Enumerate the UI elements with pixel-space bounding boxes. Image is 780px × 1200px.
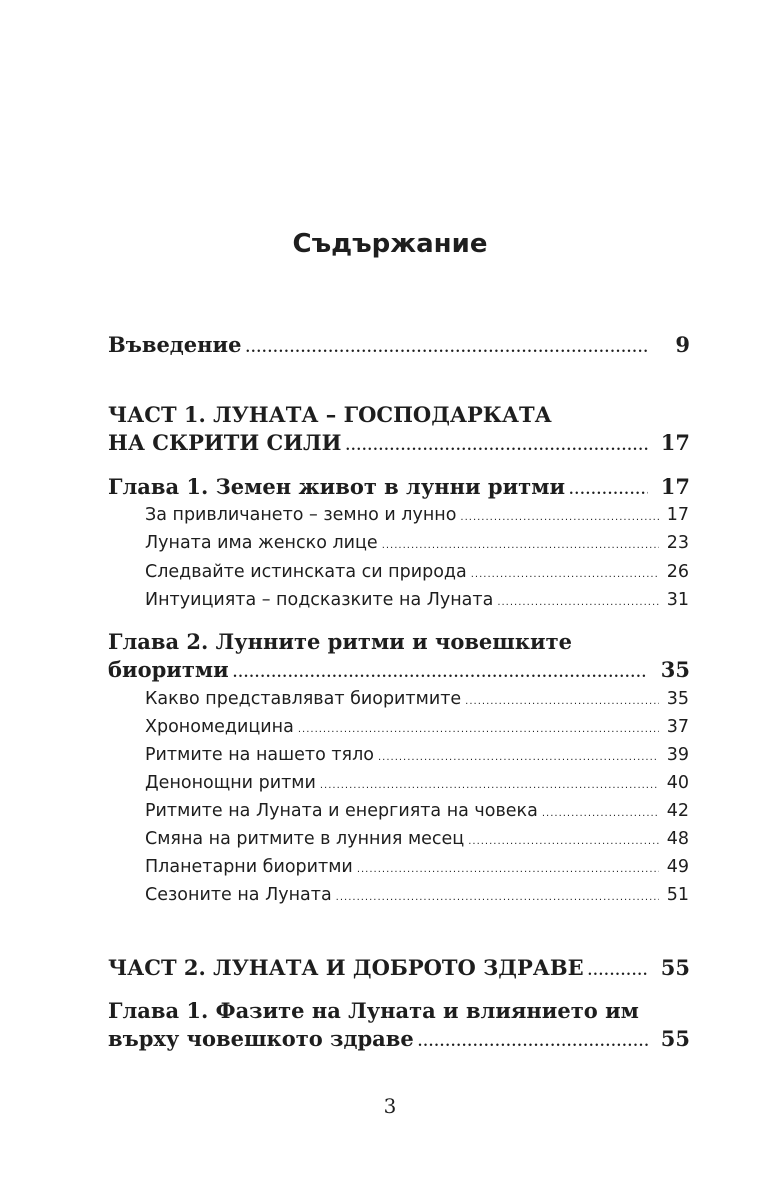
- toc-section-item: [145, 770, 689, 799]
- leader-dots: [588, 957, 648, 987]
- leader-dots: [345, 432, 648, 462]
- toc-section-page: 49: [666, 857, 689, 877]
- toc-section-item: [145, 530, 689, 559]
- leader-dots: [336, 885, 659, 911]
- leader-dots: [378, 745, 659, 771]
- toc-entry-page: 9: [675, 332, 690, 357]
- toc-section-page: 23: [666, 533, 689, 553]
- leader-dots: [418, 1028, 648, 1058]
- toc-section-label: Хрономедицина: [145, 717, 294, 737]
- toc-entry-label: ЧАСТ 2. ЛУНАТА И ДОБРОТО ЗДРАВЕ: [108, 955, 584, 980]
- toc-entry-page: 17: [660, 430, 690, 455]
- leader-dots: [460, 505, 659, 531]
- toc-section-label: Ритмите на нашето тяло: [145, 745, 374, 765]
- page-number: 3: [383, 1094, 397, 1118]
- toc-entry-page: 55: [660, 955, 690, 980]
- toc-section-item: [145, 826, 689, 855]
- toc-section-page: 31: [666, 590, 689, 610]
- toc-section-label: Интуицията – подсказките на Луната: [145, 590, 494, 610]
- toc-section-label: За привличането – земно и лунно: [145, 505, 457, 525]
- leader-dots: [298, 717, 659, 743]
- toc-entry-page: 35: [660, 657, 690, 682]
- toc-section-item: [145, 587, 689, 616]
- toc-entry-page: 17: [660, 474, 690, 499]
- toc-entry-part1-chapter2: [108, 655, 690, 689]
- toc-part1-title-line1: ЧАСТ 1. ЛУНАТА – ГОСПОДАРКАТА: [108, 402, 552, 427]
- toc-entry-introduction: [108, 330, 690, 364]
- toc-section-item: [145, 559, 689, 588]
- toc-part2-chapter1-title-line1: Глава 1. Фазите на Луната и влиянието им: [108, 998, 639, 1023]
- toc-section-page: 26: [666, 562, 689, 582]
- toc-entry-label: биоритми: [108, 657, 229, 682]
- toc-entry-label: НА СКРИТИ СИЛИ: [108, 430, 342, 455]
- toc-section-page: 40: [666, 773, 689, 793]
- toc-entry-part1: [108, 428, 690, 462]
- toc-section-item: [145, 686, 689, 715]
- leader-dots: [357, 857, 659, 883]
- leader-dots: [471, 562, 659, 588]
- leader-dots: [320, 773, 659, 799]
- toc-section-page: 42: [666, 801, 689, 821]
- leader-dots: [542, 801, 659, 827]
- toc-section-item: [145, 798, 689, 827]
- toc-section-label: Какво представляват биоритмите: [145, 689, 462, 709]
- toc-section-item: [145, 854, 689, 883]
- toc-section-item: [145, 882, 689, 911]
- toc-section-page: 48: [666, 829, 689, 849]
- toc-section-label: Смяна на ритмите в лунния месец: [145, 829, 465, 849]
- toc-section-label: Ритмите на Луната и енергията на човека: [145, 801, 538, 821]
- toc-section-label: Следвайте истинската си природа: [145, 562, 467, 582]
- toc-section-page: 35: [666, 689, 689, 709]
- toc-section-item: [145, 714, 689, 743]
- toc-entry-label: Глава 1. Земен живот в лунни ритми: [108, 474, 566, 499]
- toc-section-label: Планетарни биоритми: [145, 857, 353, 877]
- toc-section-item: [145, 502, 689, 531]
- toc-entry-page: 55: [660, 1026, 690, 1051]
- leader-dots: [465, 689, 659, 715]
- toc-section-label: Сезоните на Луната: [145, 885, 332, 905]
- leader-dots: [382, 533, 659, 559]
- toc-section-page: 39: [666, 745, 689, 765]
- toc-entry-label: Въведение: [108, 332, 242, 357]
- toc-section-item: [145, 742, 689, 771]
- toc-entry-part1-chapter1: [108, 472, 690, 506]
- toc-chapter2-title-line1: Глава 2. Лунните ритми и човешките: [108, 629, 572, 654]
- leader-dots: [497, 590, 659, 616]
- leader-dots: [245, 334, 648, 364]
- toc-entry-part2: [108, 953, 690, 987]
- toc-section-page: 17: [666, 505, 689, 525]
- leader-dots: [233, 659, 648, 689]
- toc-section-page: 51: [666, 885, 689, 905]
- toc-entry-part2-chapter1: [108, 1024, 690, 1058]
- toc-section-label: Луната има женско лице: [145, 533, 378, 553]
- toc-entry-label: върху човешкото здраве: [108, 1026, 414, 1051]
- leader-dots: [468, 829, 659, 855]
- toc-section-page: 37: [666, 717, 689, 737]
- page-title: Съдържание: [292, 229, 488, 259]
- toc-section-label: Денонощни ритми: [145, 773, 316, 793]
